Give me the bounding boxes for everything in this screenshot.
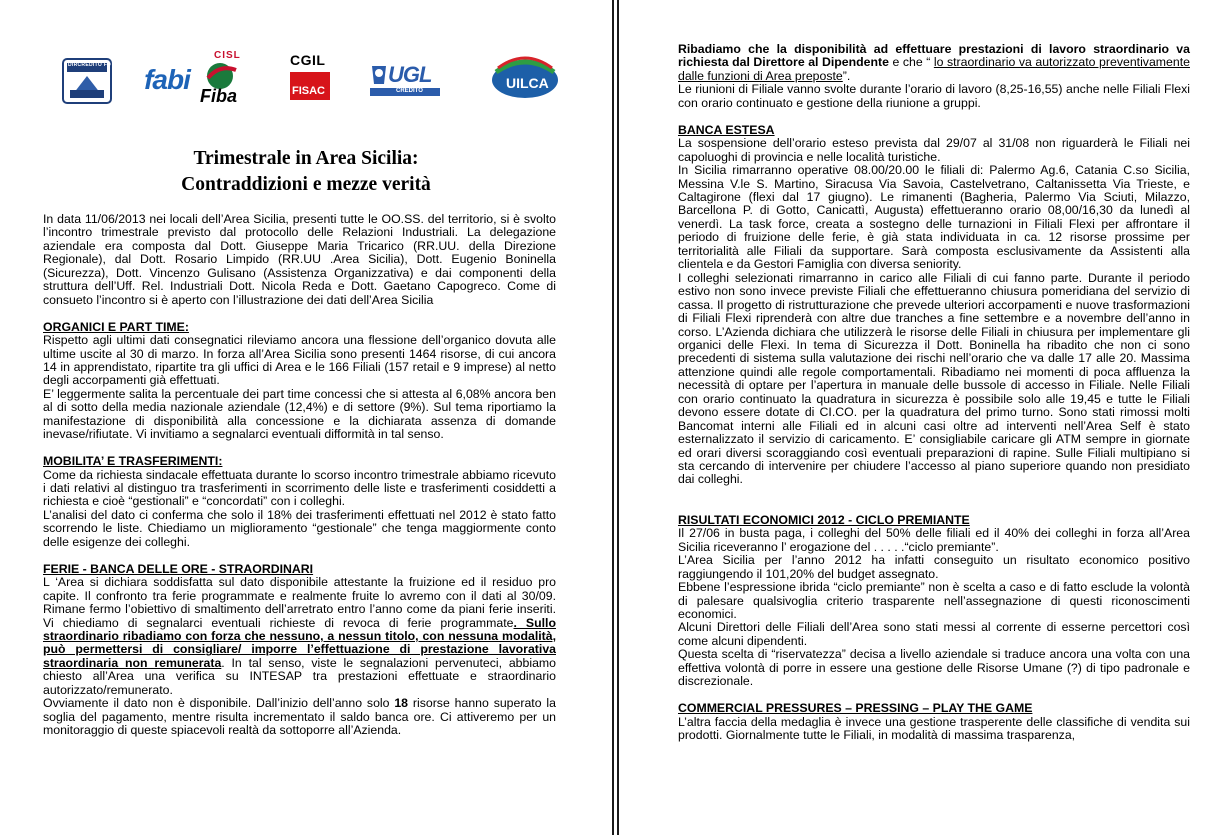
fabi-wordmark: fabi bbox=[144, 64, 190, 95]
ugl-logo bbox=[370, 62, 440, 102]
left-column bbox=[43, 213, 556, 738]
organici-paragraph-1: Rispetto agli ultimi dati consegnatici rileviamo ancora una flessione dell’organico dovuta alle ultime uscite al 30 di marzo. In forza all’Area Sicilia sono presenti 1464 risorse, di cui ancora 14 in apprendistato, ripartite tra gli uffici di Area e le 166 Filiali (157 retail e 9 imprese) al netto degli accorpamenti già effettuati. bbox=[43, 333, 556, 388]
risultati-paragraph-1: Il 27/06 in busta paga, i colleghi del 50% delle filiali ed il 40% dei colleghi in forza all’Area Sicilia riceveranno l’ erogazione del . . . . .“ciclo premiante”. bbox=[678, 526, 1190, 554]
cisl-fiba-logo bbox=[200, 50, 256, 108]
ugl-wordmark: UGL bbox=[388, 62, 432, 87]
ferie-text-d: Ovviamente il dato non è disponibile. Dall’inizio dell’anno solo bbox=[43, 696, 395, 711]
mobilita-paragraph-1: Come da richiesta sindacale effettuata durante lo scorso incontro trimestrale abbiamo ricevuto i dati relativi al distinguo tra trasferimenti in scorrimento delle liste e trasferimenti cosiddetti a richiesta e cioè “gestionali” e “concordati” con i colleghi. bbox=[43, 467, 556, 509]
risultati-paragraph-5: Questa scelta di “riservatezza” decisa a livello aziendale si traduce ancora una volta con una effettiva volontà di porre in essere una gestione delle Risorse Umane (?) di tipo padronale e discrezionale. bbox=[678, 647, 1190, 689]
heading-risultati: RISULTATI ECONOMICI 2012 - CICLO PREMIANTE bbox=[678, 512, 970, 527]
heading-organici: ORGANICI E PART TIME: bbox=[43, 319, 189, 334]
dircredito-label: DIRCREDITO FD bbox=[68, 62, 111, 68]
ferie-paragraph-2 bbox=[43, 697, 556, 737]
straordinario-mid: e che “ bbox=[888, 55, 934, 70]
straordinario-paragraph bbox=[678, 43, 1190, 83]
title-line-1: Trimestrale in Area Sicilia: bbox=[193, 148, 419, 169]
document-title bbox=[40, 146, 572, 198]
straordinario-underlined: lo straordinario va autorizzato preventivamente dalle funzioni di Area preposte bbox=[678, 55, 1190, 83]
mobilita-paragraph-2: L’analisi del dato ci conferma che solo il 18% dei trasferimenti effettuati nel 2012 è stato fatto scorrendo le liste. Chiediamo un miglioramento “gestionale” che tenga maggiormente conto delle esigenze dei colleghi. bbox=[43, 507, 556, 549]
right-column bbox=[678, 43, 1190, 743]
ferie-text-a: L ‘Area si dichiara soddisfatta sul dato disponibile attestante la fruizione ed il residuo pro capite. Il confronto tra ferie programmate e realmente fruite lo avremo con il dati al 30/09. Rimane fermo l’obiettivo di smaltimento dell’arretrato entro l’anno come da piani ferie inseriti. Vi chiediamo di segnalarci eventuali richieste di revoca di ferie programmate bbox=[43, 575, 556, 630]
ferie-number: 18 bbox=[394, 696, 409, 711]
ugl-emblem-icon bbox=[370, 64, 388, 86]
heading-commercial: COMMERCIAL PRESSURES – PRESSING – PLAY THE GAME bbox=[678, 701, 1033, 716]
ferie-emphasis: . Sullo straordinario ribadiamo con forza che nessuno, a nessun titolo, con nessuna modalità, può permettersi di consigliare/ imporre l’effettuazione di prestazione lavorativa straordinaria non remunerata bbox=[43, 615, 556, 670]
banca-paragraph-3: I colleghi selezionati rimarranno in carico alle Filiali di cui fanno parte. Durante il periodo estivo non sono invece previste Filiali che effettueranno chiusura pomeridiana del servizio di cassa. Il progetto di ristrutturazione che prevede ulteriori accorpamenti e nuove trasformazioni di Filiali Flexi riprenderà con altre due tranches a fine settembre e a novembre dell’anno in corso. L’Azienda dichiara che utilizzerà le risorse delle Filiali in chiusura per implementare gli organici delle Flexi. In tema di Sicurezza il Dott. Boninella ha ribadito che non ci sono precedenti di sistema sulla valutazione dei rischi nell’orario che va dalle 17 alle 20. Massima attenzione quindi alle regole comportamentali. Ribadiamo nei momenti di poca affluenza la necessità di optare per l’apertura in manuale delle bussole di accesso in Filiale. Nelle Filiali con orario continuato la quadratura in sicurezza è possibile solo alle 19,45 e tutte le Filiali devono essere dotate di CI.CO. per la quadratura del primo turno. Sono stati rimossi molti Bancomat interni alle Filiali ed in alcuni casi oltre ad interventi nell’Area Self è stato esternalizzato il servizio di caricamento. E’ consigliabile caricare gli ATM sempre in giornate ed orari diversi scoraggiando così eventuali preparazioni di rapine. Sulle Filiali multipiano si sta cercando di intervenire per chiudere l’accesso al piano superiore quando non presidiato dai colleghi. bbox=[678, 270, 1190, 487]
organici-paragraph-2: E’ leggermente salita la percentuale dei part time concessi che si attesta al 6,08% ancora ben al di sotto della media nazionale aziendale (12,4%) e di settore (9%). Sul tema riportiamo la manifestazione di disponibilità alla concessione e la dichiarata assenza di domande inevase/rifiutate. Vi invitiamo a segnalarci eventuali difformità in tal senso. bbox=[43, 386, 556, 442]
cgil-label: CGIL bbox=[290, 52, 326, 68]
fisac-label: FISAC bbox=[292, 85, 325, 97]
page-divider-left bbox=[612, 0, 614, 835]
dircredito-logo bbox=[62, 58, 112, 104]
logo-strip bbox=[50, 50, 570, 110]
straordinario-end: ”. bbox=[842, 68, 851, 83]
commercial-paragraph-1: L’altra faccia della medaglia è invece una gestione trasperente delle classifiche di vendita sui prodotti. Giornalmente tutte le Filiali, in modalità di massima trasparenza, bbox=[678, 714, 1190, 743]
heading-banca-estesa: BANCA ESTESA bbox=[678, 122, 775, 137]
fabi-logo bbox=[142, 60, 192, 100]
ferie-paragraph-1 bbox=[43, 576, 556, 697]
heading-ferie: FERIE - BANCA DELLE ORE - STRAORDINARI bbox=[43, 561, 314, 576]
banca-paragraph-1: La sospensione dell’orario esteso prevista dal 29/07 al 31/08 non riguarderà le Filiali nei capoluoghi di provincia e nelle località turistiche. bbox=[678, 136, 1190, 164]
fiba-wordmark: Fiba bbox=[200, 86, 238, 106]
ugl-credito-label: CREDITO bbox=[396, 88, 423, 94]
riunioni-paragraph: Le riunioni di Filiale vanno svolte durante l’orario di lavoro (8,25-16,55) anche nelle Filiali Flexi con orario continuato e gestione della riunione a gruppi. bbox=[678, 82, 1190, 110]
risultati-paragraph-2: L’Area Sicilia per l’anno 2012 ha infatti conseguito un risultato economico positivo raggiungendo il 101,20% del budget assegnato. bbox=[678, 553, 1190, 581]
uilca-logo bbox=[490, 56, 560, 100]
cgil-fisac-logo bbox=[288, 52, 332, 102]
ferie-text-e: risorse hanno superato la soglia del pagamento, mentre risulta incrementato il saldo banca ore. Ci attiveremo per un monitoraggio di queste spiacevoli realtà da sottoporre all’Azienda. bbox=[43, 696, 556, 738]
risultati-paragraph-4: Alcuni Direttori delle Filiali dell’Area sono stati messi al corrente di esserne percettori così come alcuni dipendenti. bbox=[678, 620, 1190, 648]
banca-paragraph-2: In Sicilia rimarranno operative 08.00/20.00 le filiali di: Palermo Ag.6, Catania C.so Sicilia, Messina V.le S. Martino, Siracusa Via Savoia, Castelvetrano, Caltanissetta Via Trieste, e Caltagirone (flexi dal 17 giugno). Le rimanenti (Bagheria, Palermo Via Sciuti, Milazzo, Barcellona P. di Gotto, Canicattì, Augusta) effettueranno orario 08,00/16,30 da lunedì al venerdì. La task force, creata a sostegno delle turnazioni in Filiali Flexi per affrontare il periodo di fruizione delle ferie, è già stata individuata in ca. 12 risorse prossime per territorialità alle Filiali da supportare. Sarà composta esclusivamente da Assistenti alla clientela e da Gestori Famiglia con diversa seniority. bbox=[678, 163, 1190, 272]
uilca-wordmark: UILCA bbox=[506, 75, 549, 91]
ferie-text-c: . In tal senso, viste le segnalazioni pervenuteci, abbiamo chiesto all’Area una verifica su INTESAP tra prestazioni effettuate e straordinario autorizzato/remunerato. bbox=[43, 655, 556, 697]
intro-paragraph: In data 11/06/2013 nei locali dell’Area Sicilia, presenti tutte le OO.SS. del territorio, si è svolto l’incontro trimestrale previsto dal protocollo delle Relazioni Industriali. La delegazione aziendale era composta dal Dott. Giuseppe Maria Tricarico (RR.UU. della Direzione Regionale), dal Dott. Rosario Limpido (RR.UU .Area Sicilia), Dott. Eugenio Boninella (Sicurezza), Dott. Vincenzo Gulisano (Assistenza Organizzativa) e dai componenti della struttura dell’Uff. Rel. Industriali Dott. Nicola Reda e Dott. Gaetano Capogreco. Come di consueto l’incontro si è aperto con l’illustrazione dei dati dell’Area Sicilia bbox=[43, 212, 556, 307]
straordinario-bold: Ribadiamo che la disponibilità ad effettuare prestazioni di lavoro straordinario va richiesta dal Direttore al Dipendente bbox=[678, 42, 1190, 70]
risultati-paragraph-3: Ebbene l’espressione ibrida “ciclo premiante” non è scelta a caso e di fatto esclude la volontà di palesare qualsivoglia criterio trasparente nell’assegnazione di questi riconoscimenti economici. bbox=[678, 580, 1190, 621]
heading-mobilita: MOBILITA’ E TRASFERIMENTI: bbox=[43, 454, 223, 469]
cisl-label: CISL bbox=[214, 50, 241, 61]
title-line-2: Contraddizioni e mezze verità bbox=[181, 174, 431, 195]
